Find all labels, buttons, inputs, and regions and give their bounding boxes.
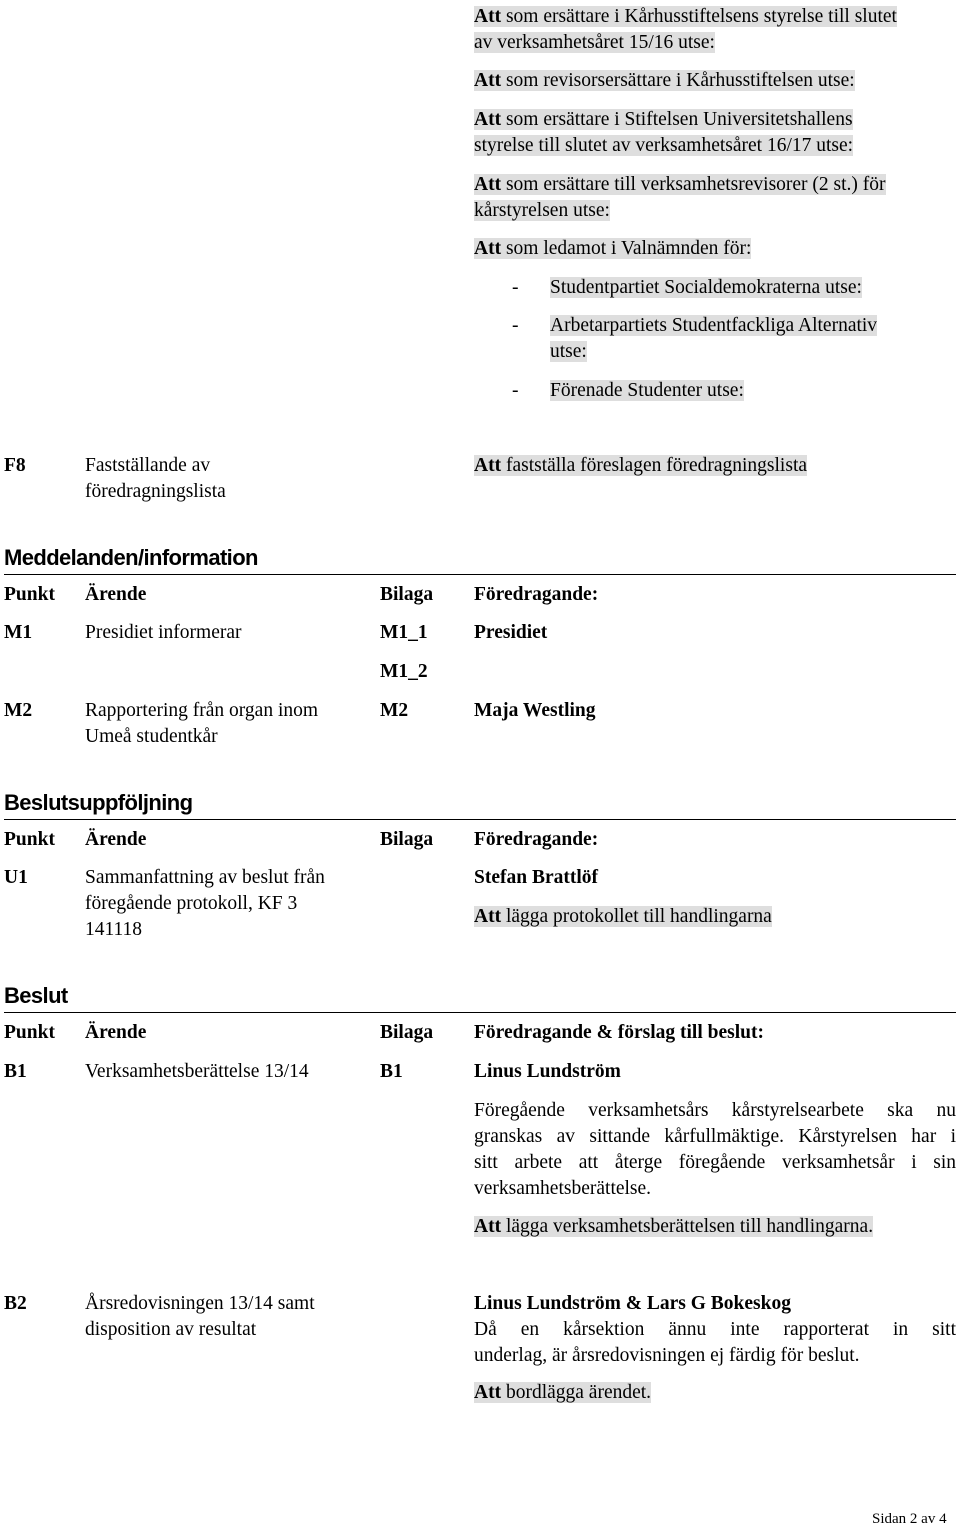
col-header-bilaga: Bilaga <box>380 1022 434 1043</box>
section-rule <box>4 574 956 575</box>
motion-line: Att som revisorsersättare i Kårhusstiftelsen utse: <box>474 70 855 91</box>
b2-description: Då en kårsektion ännu inte rapporterat in sitt <box>474 1319 956 1340</box>
col-header-arende: Ärende <box>85 584 147 605</box>
list-item: Studentpartiet Socialdemokraterna utse: <box>550 277 862 298</box>
section-rule <box>4 1012 956 1013</box>
f8-arende-cont: föredragningslista <box>85 481 226 502</box>
u1-foredragande: Stefan Brattlöf <box>474 867 599 888</box>
section-heading-beslut: Beslut <box>4 983 68 1008</box>
list-item: Förenade Studenter utse: <box>550 380 744 401</box>
b1-punkt: B1 <box>4 1061 27 1082</box>
u1-punkt: U1 <box>4 867 28 888</box>
b1-description: sitt arbete att återge föregående verksamhetsår i sin <box>474 1152 956 1173</box>
list-dash: - <box>512 380 519 401</box>
f8-arende: Fastställande av <box>85 455 211 476</box>
col-header-punkt: Punkt <box>4 829 55 850</box>
b1-motion: Att lägga verksamhetsberättelsen till handlingarna. <box>474 1216 874 1237</box>
motion-line: styrelse till slutet av verksamhetsåret 16/17 utse: <box>474 135 854 156</box>
m1-arende: Presidiet informerar <box>85 622 242 643</box>
b2-description: underlag, är årsredovisningen ej färdig för beslut. <box>474 1345 860 1366</box>
m2-bilaga: M2 <box>380 700 409 721</box>
motion-line: kårstyrelsen utse: <box>474 200 610 221</box>
col-header-punkt: Punkt <box>4 584 55 605</box>
m1-punkt: M1 <box>4 622 33 643</box>
m1-bilaga-2: M1_2 <box>380 661 428 682</box>
col-header-arende: Ärende <box>85 829 147 850</box>
list-dash: - <box>512 315 519 336</box>
m1-foredragande: Presidiet <box>474 622 548 643</box>
col-header-punkt: Punkt <box>4 1022 55 1043</box>
b2-foredragande: Linus Lundström & Lars G Bokeskog <box>474 1293 791 1314</box>
f8-motion: Att fastställa föreslagen föredragningslista <box>474 455 808 476</box>
m2-punkt: M2 <box>4 700 33 721</box>
m2-foredragande: Maja Westling <box>474 700 596 721</box>
col-header-arende: Ärende <box>85 1022 147 1043</box>
b2-arende: Årsredovisningen 13/14 samt <box>85 1293 315 1314</box>
list-item-cont: utse: <box>550 341 587 362</box>
b1-bilaga: B1 <box>380 1061 403 1082</box>
list-dash: - <box>512 277 519 298</box>
u1-arende-cont: föregående protokoll, KF 3 <box>85 893 298 914</box>
motion-line: Att som ersättare till verksamhetsrevisorer (2 st.) för <box>474 174 886 195</box>
m2-arende: Rapportering från organ inom <box>85 700 319 721</box>
section-rule <box>4 819 956 820</box>
section-heading-meddelanden: Meddelanden/information <box>4 545 258 570</box>
motion-line: av verksamhetsåret 15/16 utse: <box>474 32 715 53</box>
m2-arende-cont: Umeå studentkår <box>85 726 218 747</box>
b1-arende: Verksamhetsberättelse 13/14 <box>85 1061 309 1082</box>
col-header-bilaga: Bilaga <box>380 584 434 605</box>
col-header-foredragande: Föredragande: <box>474 584 599 605</box>
col-header-foredragande: Föredragande & förslag till beslut: <box>474 1022 764 1043</box>
page-number: Sidan 2 av 4 <box>872 1511 947 1527</box>
b2-arende-cont: disposition av resultat <box>85 1319 257 1340</box>
b2-punkt: B2 <box>4 1293 27 1314</box>
b1-description: granskas av sittande kårfullmäktige. Kårstyrelsen har i <box>474 1126 956 1147</box>
u1-arende-cont: 141118 <box>85 919 143 940</box>
motion-line: Att som ersättare i Stiftelsen Universitetshallens <box>474 109 853 130</box>
b1-description: Föregående verksamhetsårs kårstyrelsearbete ska nu <box>474 1100 956 1121</box>
f8-punkt: F8 <box>4 455 26 476</box>
list-item: Arbetarpartiets Studentfackliga Alternativ <box>550 315 878 336</box>
b1-foredragande: Linus Lundström <box>474 1061 621 1082</box>
b2-motion: Att bordlägga ärendet. <box>474 1382 652 1403</box>
motion-line: Att som ledamot i Valnämnden för: <box>474 238 752 259</box>
b1-description: verksamhetsberättelse. <box>474 1178 652 1199</box>
col-header-bilaga: Bilaga <box>380 829 434 850</box>
motion-line: Att som ersättare i Kårhusstiftelsens styrelse till slutet <box>474 6 897 27</box>
section-heading-beslutsuppfoljning: Beslutsuppföljning <box>4 790 193 815</box>
m1-bilaga: M1_1 <box>380 622 428 643</box>
u1-arende: Sammanfattning av beslut från <box>85 867 325 888</box>
u1-motion: Att lägga protokollet till handlingarna <box>474 906 772 927</box>
col-header-foredragande: Föredragande: <box>474 829 599 850</box>
